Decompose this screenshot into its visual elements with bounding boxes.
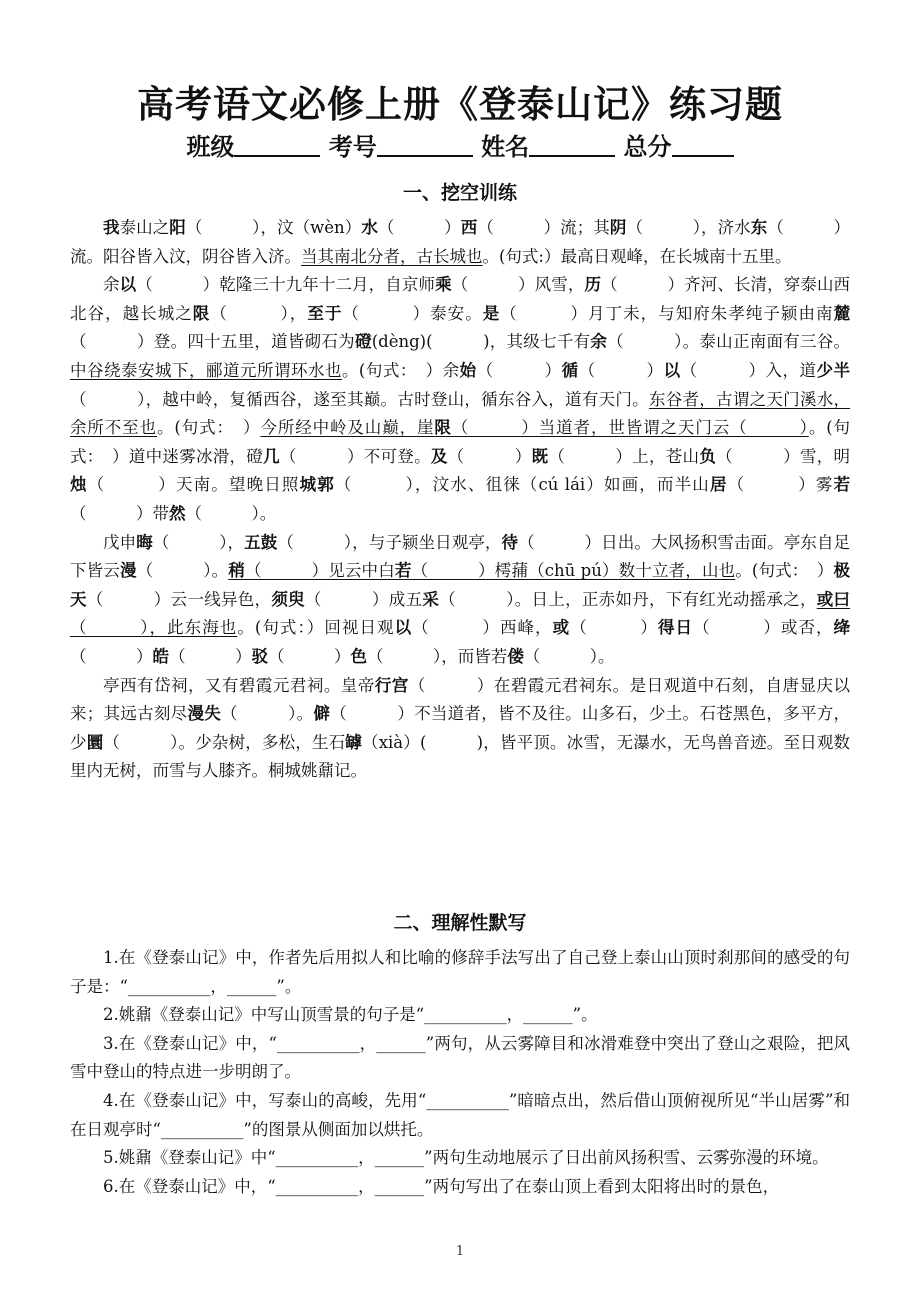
- number-blank[interactable]: [377, 133, 473, 157]
- class-label: 班级: [186, 133, 235, 161]
- section1-heading: 一、挖空训练: [402, 182, 517, 204]
- section2-questions: [70, 944, 850, 1201]
- score-label: 总分: [623, 133, 672, 161]
- question-item: 2.姚鼐《登泰山记》中写山顶雪景的句子是“__________，______”。: [103, 1005, 598, 1025]
- section2-heading: 二、理解性默写: [393, 912, 527, 934]
- passage-paragraph: 余以（ ）乾隆三十九年十二月，自京师乘（ ）风雪，历（ ）齐河、长清，穿泰山西北谷，越长城之限（ ），至于（ ）泰安。是（ ）月丁未，与知府朱孝纯子颍由南麓（ ）登。四十五里，道皆砌石为磴(dèng)( )，其级七千有余（ ）。泰山正南面有三谷。中谷绕泰安城下，郦道元所谓环水也。(句式： ）余始（ ）循（ ）以（ ）入，道少半（ ），越中岭，复循西谷，遂至其巅。古时登山，循东谷入，道有天门。东谷者，古谓之天门溪水，余所不至也。(句式： ）今所经中岭及山巅，崖限（ ）当道者，世皆谓之天门云（ ）。(句式： ）道中迷雾冰滑，磴几（ ）不可登。及（ ）既（ ）上，苍山负（ ）雪，明烛（ ）天南。望晚日照城郭（ ），汶水、徂徕（cú lái）如画，而半山居（ ）雾若（ ）带然（ ）。: [70, 275, 851, 523]
- number-label: 考号: [328, 133, 377, 161]
- question-item: 1.在《登泰山记》中，作者先后用拟人和比喻的修辞手法写出了自己登上泰山山顶时刹那间的感受的句子是：“__________，______”。: [70, 948, 850, 996]
- question-item: 5.姚鼐《登泰山记》中“__________，______”两句生动地展示了日出前风扬积雪、云雾弥漫的环境。: [103, 1148, 829, 1168]
- passage-paragraph: 戊申晦（ ），五鼓（ ），与子颍坐日观亭，待（ ）日出。大风扬积雪击面。亭东自足下皆云漫（ ）。稍（ ）见云中白若（ ）樗蒱（chū pú）数十立者，山也。(句式： ）极天（ ）云一线异色，须臾（ ）成五采（ ）。日上，正赤如丹，下有红光动摇承之，或曰（ ），此东海也。(句式：）回视日观以（ ）西峰，或（ ）得日（ ）或否，绛（ ）皓（ ）驳（ ）色（ ），而皆若偻（ ）。: [70, 532, 851, 666]
- name-blank[interactable]: [529, 133, 615, 157]
- name-label: 姓名: [481, 133, 530, 161]
- page-title: 高考语文必修上册《登泰山记》练习题: [137, 83, 783, 126]
- question-item: 6.在《登泰山记》中，“__________，______”两句写出了在泰山顶上看到太阳将出时的景色，: [103, 1176, 780, 1196]
- question-item: 3.在《登泰山记》中，“__________，______”两句，从云雾障目和冰滑难登中突出了登山之艰险，把风雪中登山的特点进一步明朗了。: [70, 1033, 850, 1082]
- passage-paragraph: 亭西有岱祠，又有碧霞元君祠。皇帝行宫（ ）在碧霞元君祠东。是日观道中石刻，自唐显庆以来；其远古刻尽漫失（ ）。僻（ ）不当道者，皆不及往。山多石，少土。石苍黑色，多平方，少圜（ ）。少杂树，多松，生石罅（xià）( )，皆平顶。冰雪，无瀑水，无鸟兽音迹。至日观数里内无树，而雪与人膝齐。桐城姚鼐记。: [70, 675, 851, 781]
- section1-passage: [70, 214, 850, 786]
- score-blank[interactable]: [672, 133, 734, 157]
- passage-paragraph: 我泰山之阳（ ），汶（wèn）水（ ）西（ ）流；其阴（ ），济水东（ ）流。阳谷皆入汶，阴谷皆入济。当其南北分者，古长城也。(句式:）最高日观峰，在长城南十五里。: [70, 218, 851, 266]
- question-item: 4.在《登泰山记》中，写泰山的高峻，先用“__________”暗暗点出，然后借山顶俯视所见“半山居雾”和在日观亭时“__________”的图景从侧面加以烘托。: [70, 1090, 850, 1139]
- page-number: 1: [455, 1244, 465, 1259]
- header-fields: [0, 127, 920, 162]
- class-blank[interactable]: [234, 133, 320, 157]
